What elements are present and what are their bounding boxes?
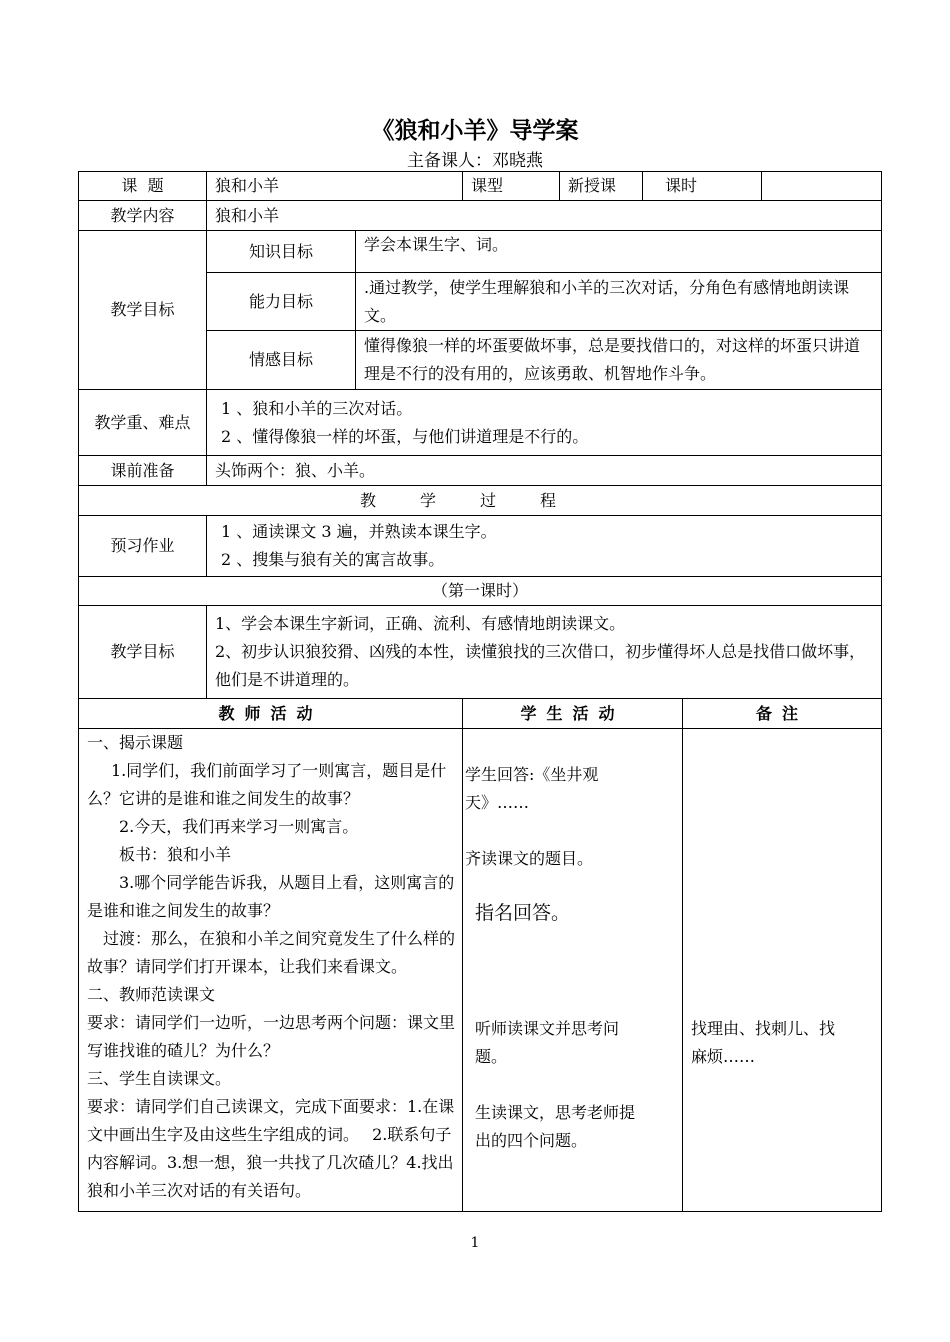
lesson-goal-label: 教学目标 [79,606,207,699]
teacher-activity-header: 教师活动 [79,699,463,729]
teacher-line: 要求：请同学们自己读课文，完成下面要求：1.在课文中画出生字及由这些生字组成的词。 2.联系句子内容解词。3.想一想，狼一共找了几次碴儿？4.找出狼和小羊三次对话的有关语句。 [87,1097,455,1200]
content-value: 狼和小羊 [207,201,882,231]
keypoint-item: 1 、狼和小羊的三次对话。 [221,398,413,418]
emotion-label: 情感目标 [207,331,356,390]
teacher-line: 3.哪个同学能告诉我，从题目上看，这则寓言的是谁和谁之间发生的故事？ [87,873,455,920]
student-item: 学生回答:《坐井观天》…… [465,765,599,812]
student-activity-cell [463,729,683,1212]
row-lesson-title [79,577,882,606]
row-keypoints [79,390,882,456]
ability-text: .通过教学，使学生理解狼和小羊的三次对话，分角色有感情地朗读课文。 [356,273,882,331]
lesson-goal-list [207,606,882,699]
prep-label: 课前准备 [79,456,207,486]
student-item: 齐读课文的题目。 [465,849,594,868]
row-prep [79,456,882,486]
teacher-activity-cell [79,729,463,1212]
teacher-line: 1.同学们，我们前面学习了一则寓言，题目是什么？它讲的是谁和谁之间发生的故事？ [87,761,447,808]
prep-value: 头饰两个：狼、小羊。 [207,456,882,486]
note-cell [683,729,882,1212]
preview-item: 1 、通读课文 3 遍，并熟读本课生字。 [221,522,497,541]
note-header: 备注 [683,699,882,729]
lesson-goal-item: 2、初步认识狼狡猾、凶残的本性，读懂狼找的三次借口，初步懂得坏人总是找借口做坏事，他们是不讲道理的。 [215,642,866,689]
topic-value: 狼和小羊 [207,172,463,201]
teacher-line: 2.今天，我们再来学习一则寓言。 [119,817,359,836]
teacher-line: 一、揭示课题 [87,733,184,752]
keypoints-list [207,390,882,456]
goals-label: 教学目标 [79,231,207,390]
teacher-line: 二、教师范读课文 [87,985,216,1004]
student-item: 指名回答。 [475,902,571,924]
student-item: 听师读课文并思考问题。 [475,1019,620,1066]
keypoints-label: 教学重、难点 [79,390,207,456]
preview-list [207,516,882,577]
ability-label: 能力目标 [207,273,356,331]
lesson-goal-item: 1、学会本课生字新词，正确、流利、有感情地朗读课文。 [215,614,626,633]
author-line: 主备课人：邓晓燕 [407,151,543,171]
knowledge-text: 学会本课生字、词。 [356,231,882,273]
preview-label: 预习作业 [79,516,207,577]
type-label: 课型 [463,172,560,201]
lesson-plan-table [78,171,882,1212]
content-label: 教学内容 [79,201,207,231]
page-title: 《狼和小羊》导学案 [371,118,579,144]
hours-value [762,172,882,201]
keypoint-item: 2 、懂得像狼一样的坏蛋，与他们讲道理是不行的。 [221,426,589,446]
teacher-line: 要求：请同学们一边听，一边思考两个问题：课文里写谁找谁的碴儿？为什么？ [87,1013,456,1060]
teacher-line: 三、学生自读课文。 [87,1069,232,1088]
row-content [79,201,882,231]
emotion-text: 懂得像狼一样的坏蛋要做坏事，总是要找借口的，对这样的坏蛋只讲道理是不行的没有用的，应该勇敢、机智地作斗争。 [356,331,882,390]
preview-item: 2 、搜集与狼有关的寓言故事。 [221,550,445,569]
hours-label: 课时 [643,172,762,201]
page-number: 1 [470,1235,480,1251]
teacher-line: 板书：狼和小羊 [119,845,232,864]
knowledge-label: 知识目标 [207,231,356,273]
row-process-title [79,486,882,516]
topic-label: 课 题 [79,172,207,201]
process-title: 教学过程 [79,486,882,516]
row-lesson-goals [79,606,882,699]
row-activity-header [79,699,882,729]
lesson-title: （第一课时） [79,577,882,606]
row-knowledge [79,231,882,273]
note-text: 找理由、找刺儿、找麻烦…… [691,1019,836,1066]
row-preview [79,516,882,577]
row-activity-body [79,729,882,1212]
student-activity-header: 学生活动 [463,699,683,729]
row-topic [79,172,882,201]
type-value: 新授课 [560,172,643,201]
teacher-line: 过渡：那么，在狼和小羊之间究竟发生了什么样的故事？请同学们打开课本，让我们来看课文。 [87,929,456,976]
student-item: 生读课文，思考老师提出的四个问题。 [475,1103,636,1150]
